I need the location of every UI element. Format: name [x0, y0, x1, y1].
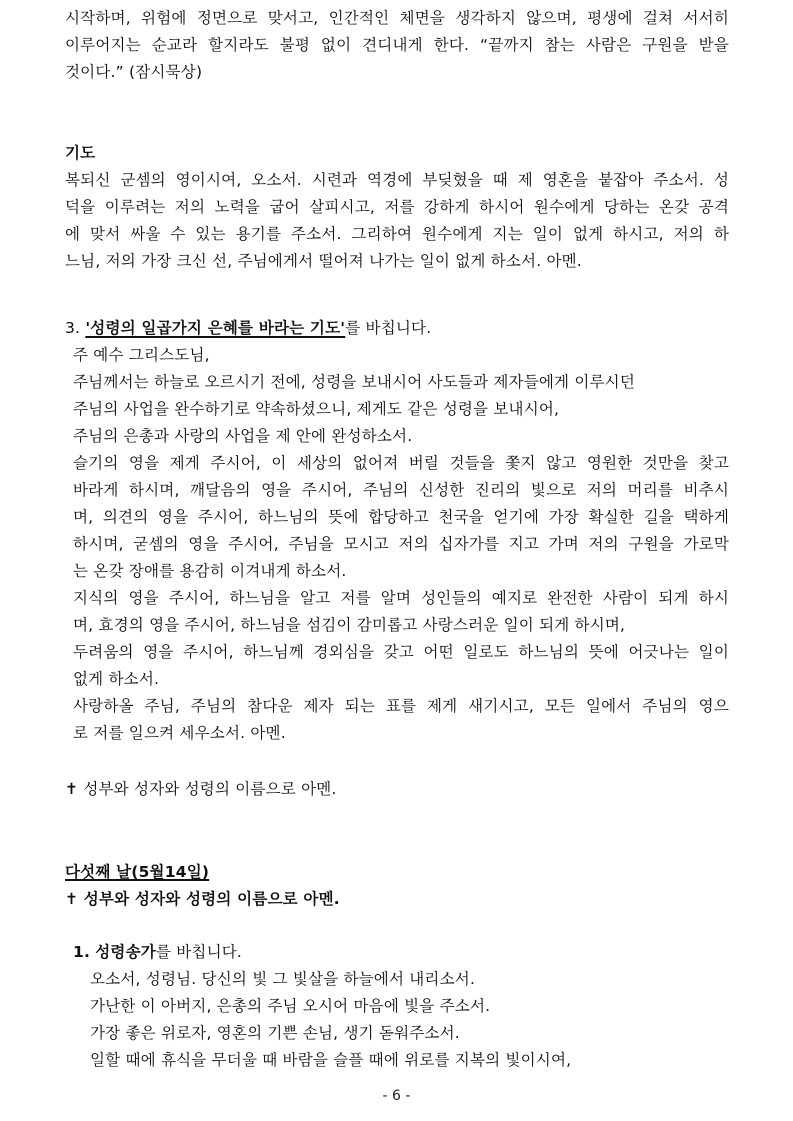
day-5-item-1-suffix: 를 바칩니다.: [155, 943, 243, 961]
prayer-line-4: 느님, 저의 가장 크신 선, 주님에게서 떨어져 나가는 일이 없게 하소서. 아멘.: [65, 252, 582, 270]
section-3-line-7: 며, 의견의 영을 주시어, 하느님의 뜻에 합당하고 천국을 얻기에 가장 확실한 길을 택하게: [73, 508, 729, 526]
prayer-line-1: 복되신 군셈의 영이시여, 오소서. 시련과 역경에 부딪혔을 때 제 영혼을 붙잡아 주소서. 성: [65, 171, 729, 189]
section-3-line-12: 두려움의 영을 주시어, 하느님께 경외심을 갖고 어떤 일로도 하느님의 뜻에 어긋나는 일이: [73, 643, 729, 661]
section-3-line-13: 없게 하소서.: [73, 670, 160, 688]
intro-line-3: 것이다.” (잠시묵상): [65, 63, 203, 81]
intro-line-2: 이루어지는 순교라 할지라도 불평 없이 견디내게 한다. “끝까지 참는 사람은 구원을 받을: [65, 36, 729, 54]
day-5-item-1-heading: [73, 942, 242, 962]
section-3-number: 3.: [65, 319, 81, 337]
section-3-title: '성령의 일곱가지 은혜를 바라는 기도': [85, 319, 346, 337]
day-5-title: 다섯째 날(5월14일): [65, 863, 210, 881]
section-3-line-8: 하시며, 굳셈의 영을 주시어, 주님을 모시고 저의 십자가를 지고 가며 저의 구원을 가로막: [73, 535, 729, 553]
section-3-line-6: 바라게 하시며, 깨달음의 영을 주시어, 주님의 신성한 진리의 빛으로 저의 머리를 비추시: [73, 481, 729, 499]
section-3-line-2: 주님께서는 하늘로 오르시기 전에, 성령을 보내시어 사도들과 제자들에게 이루시던: [73, 373, 636, 391]
page-number: - 6 -: [382, 1088, 411, 1104]
prayer-line-3: 에 맞서 싸울 수 있는 용기를 주소서. 그리하여 원수에게 지는 일이 없게 하시고, 저의 하: [65, 225, 729, 243]
section-3-closing: ✝ 성부와 성자와 성령의 이름으로 아멘.: [65, 780, 337, 798]
section-3-suffix: 를 바칩니다.: [345, 319, 432, 337]
section-3-line-15: 로 저를 일으켜 세우소서. 아멘.: [73, 724, 286, 742]
prayer-line-2: 덕을 이루려는 저의 노력을 굽어 살피시고, 저를 강하게 하시어 원수에게 당하는 온갖 공격: [65, 198, 729, 216]
section-3-line-14: 사랑하올 주님, 주님의 참다운 제자 되는 표를 제게 새기시고, 모든 일에서 주님의 영으: [73, 697, 729, 715]
intro-line-1: 시작하며, 위험에 정면으로 맞서고, 인간적인 체면을 생각하지 않으며, 평생에 걸쳐 서서히: [65, 9, 729, 27]
section-3-line-4: 주님의 은총과 사랑의 사업을 제 안에 완성하소서.: [73, 427, 413, 445]
day-5-item-1-line-3: 가장 좋은 위로자, 영혼의 기쁜 손님, 생기 돋워주소서.: [90, 1024, 460, 1042]
section-3-heading: [65, 318, 431, 338]
day-5-item-1-line-4: 일할 때에 휴식을 무더울 때 바람을 슬플 때에 위로를 지복의 빛이시여,: [90, 1051, 572, 1069]
day-5-item-1-title: 성령송가: [95, 943, 156, 961]
section-3-line-10: 지식의 영을 주시어, 하느님을 알고 저를 알며 성인들의 예지로 완전한 사람이 되게 하시: [73, 589, 729, 607]
section-3-line-11: 며, 효경의 영을 주시어, 하느님을 섬김이 감미롭고 사랑스러운 일이 되게 하시며,: [73, 616, 626, 634]
day-5-item-1-number: 1.: [73, 943, 91, 961]
section-3-line-3: 주님의 사업을 완수하기로 약속하셨으니, 제게도 같은 성령을 보내시어,: [73, 400, 560, 418]
section-3-line-9: 는 온갖 장애를 용감히 이겨내게 하소서.: [73, 562, 347, 580]
prayer-heading: 기도: [65, 144, 96, 162]
day-5-item-1-line-1: 오소서, 성령님. 당신의 빛 그 빛살을 하늘에서 내리소서.: [90, 970, 476, 988]
day-5-item-1-line-2: 가난한 이 아버지, 은총의 주님 오시어 마음에 빛을 주소서.: [90, 997, 491, 1015]
day-5-invocation: ✝ 성부와 성자와 성령의 이름으로 아멘.: [65, 890, 340, 908]
section-3-line-1: 주 예수 그리스도님,: [73, 346, 210, 364]
section-3-line-5: 슬기의 영을 제게 주시어, 이 세상의 없어져 버릴 것들을 쫓지 않고 영원한 것만을 찾고: [73, 454, 729, 472]
